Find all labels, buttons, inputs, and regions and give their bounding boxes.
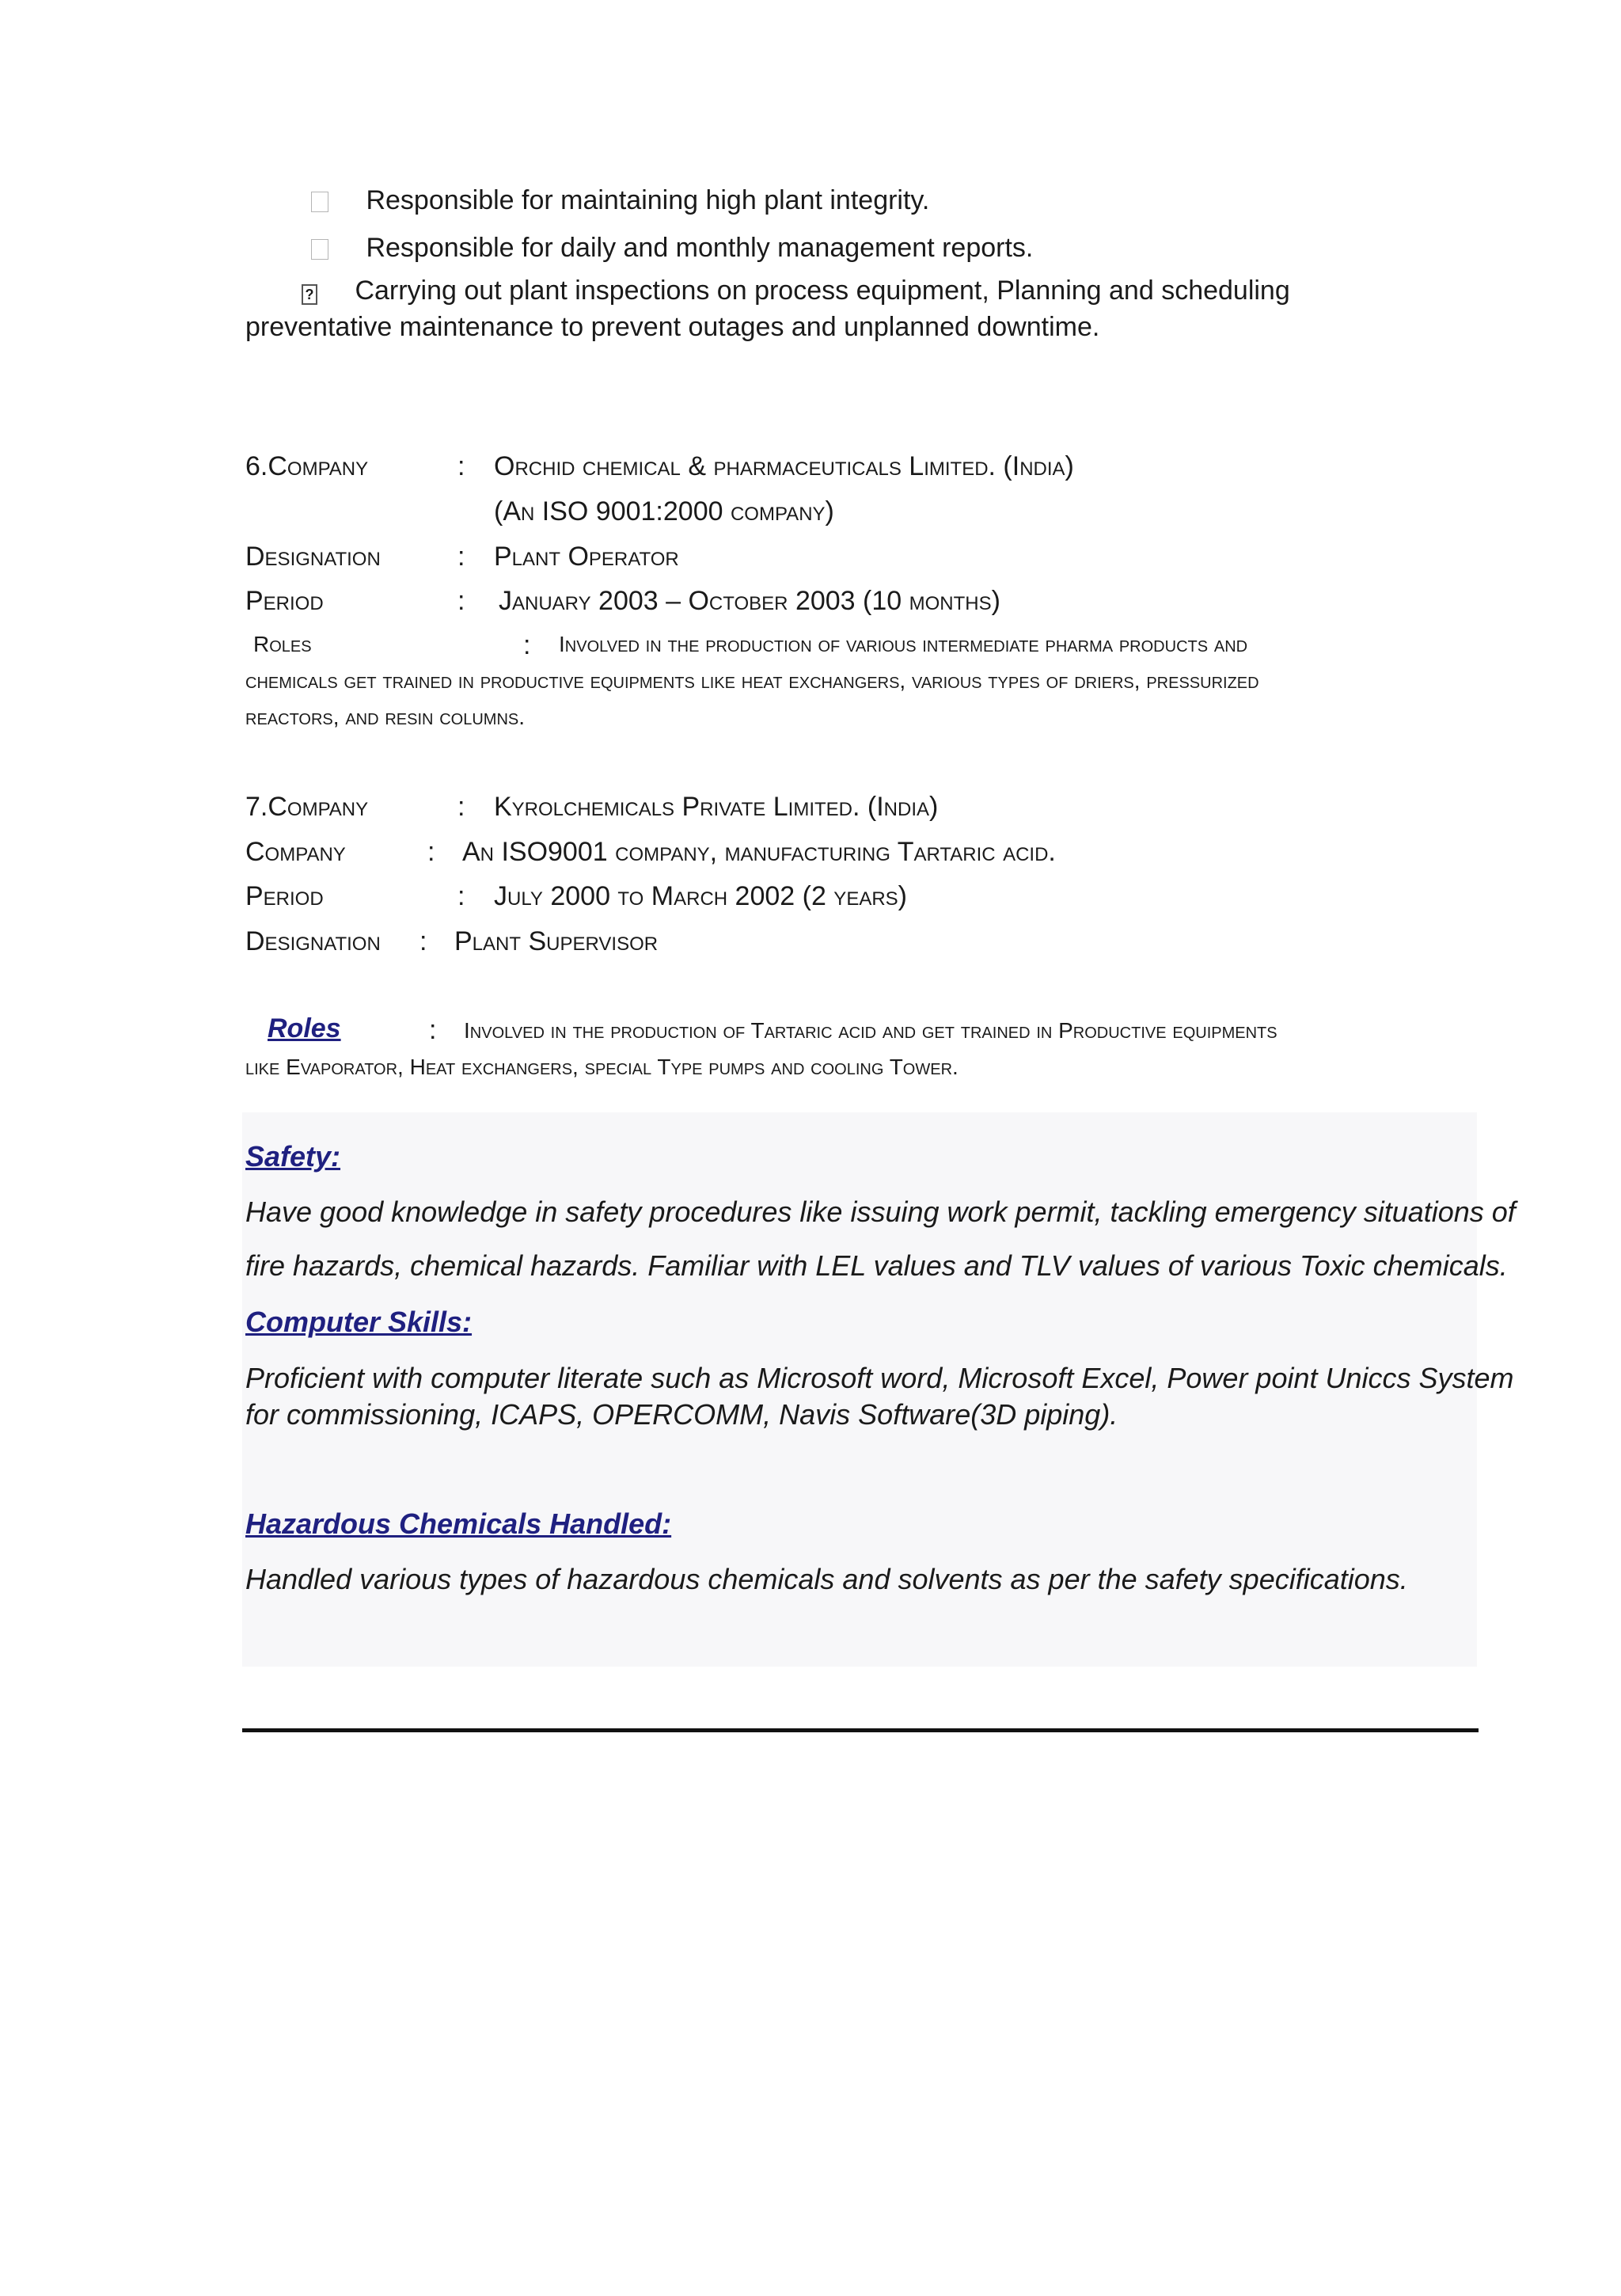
horizontal-divider [242, 1728, 1479, 1732]
designation-label: Designation [245, 542, 381, 572]
bullet-text-continued: preventative maintenance to prevent outages and unplanned downtime. [245, 312, 1100, 342]
bullet-item [302, 276, 1290, 306]
computer-skills-heading: Computer Skills: [245, 1306, 473, 1338]
roles-label: Roles [268, 1013, 341, 1043]
company-certification: (An ISO 9001:2000 company) [494, 496, 834, 526]
roles-text: Involved in the production of various intermediate pharma products and [559, 632, 1248, 656]
bullet-text: Responsible for daily and monthly management reports. [366, 233, 1034, 263]
roles-text: like Evaporator, Heat exchangers, special Type pumps and cooling Tower. [245, 1055, 959, 1079]
designation-value: Plant Supervisor [454, 926, 659, 956]
colon: : [429, 1015, 437, 1045]
hazardous-chemicals-heading: Hazardous Chemicals Handled: [245, 1507, 672, 1540]
colon: : [457, 881, 465, 911]
safety-heading: Safety: [245, 1140, 341, 1173]
company-label: 7.Company [245, 792, 369, 822]
period-label: Period [245, 881, 324, 911]
company-description: An ISO9001 company, manufacturing Tartaric acid. [462, 837, 1056, 867]
colon: : [457, 792, 465, 822]
colon: : [523, 630, 531, 660]
colon: : [427, 837, 435, 867]
company-label: 6.Company [245, 451, 369, 481]
designation-value: Plant Operator [494, 542, 679, 572]
bullet-box-icon [311, 192, 328, 212]
bullet-item [311, 233, 1033, 264]
safety-text: Have good knowledge in safety procedures like issuing work permit, tackling emergency situations of [245, 1196, 1516, 1228]
hazardous-chemicals-text: Handled various types of hazardous chemicals and solvents as per the safety specifications. [245, 1563, 1408, 1595]
company-value: Kyrolchemicals Private Limited. (India) [494, 792, 939, 822]
roles-text: chemicals get trained in productive equipments like heat exchangers, various types of driers, pressurized [245, 668, 1259, 693]
period-value: January 2003 – October 2003 (10 months) [499, 586, 1000, 616]
bullet-text: Carrying out plant inspections on process equipment, Planning and scheduling [355, 276, 1290, 306]
bullet-box-icon [311, 239, 328, 260]
company-label: Company [245, 837, 346, 867]
roles-text: Involved in the production of Tartaric acid and get trained in Productive equipments [464, 1018, 1277, 1043]
period-value: July 2000 to March 2002 (2 years) [494, 881, 907, 911]
roles-text: reactors, and resin columns. [245, 705, 526, 729]
bullet-item [311, 185, 929, 216]
computer-skills-text: for commissioning, ICAPS, OPERCOMM, Navis Software(3D piping). [245, 1398, 1118, 1431]
computer-skills-text: Proficient with computer literate such as Microsoft word, Microsoft Excel, Power point Uniccs System [245, 1362, 1514, 1394]
colon: : [457, 451, 465, 481]
safety-text: fire hazards, chemical hazards. Familiar with LEL values and TLV values of various Toxic chemicals. [245, 1249, 1508, 1282]
company-value: Orchid chemical & pharmaceuticals Limited. (India) [494, 451, 1074, 481]
colon: : [419, 926, 427, 956]
colon: : [457, 542, 465, 572]
bullet-text: Responsible for maintaining high plant integrity. [366, 185, 930, 215]
roles-label: Roles [253, 632, 312, 656]
missing-glyph-icon: ? [302, 284, 317, 305]
designation-label: Designation [245, 926, 381, 956]
colon: : [457, 586, 465, 616]
period-label: Period [245, 586, 324, 616]
